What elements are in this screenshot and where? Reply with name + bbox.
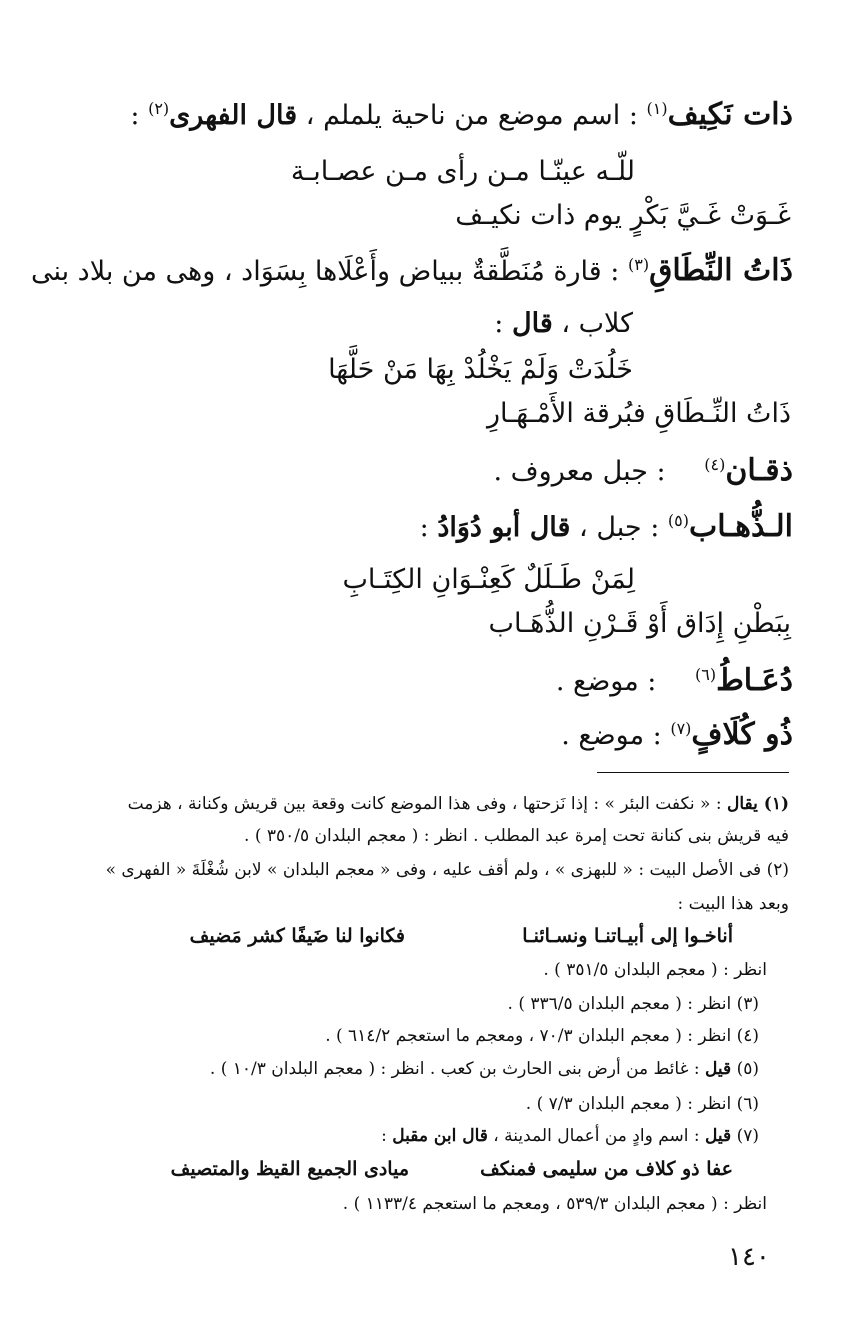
- entry-text: : جبل معروف .: [493, 456, 675, 487]
- entry-headword: الـذُّهـاب: [688, 509, 793, 544]
- entry-dhat-al-nitaq: [30, 253, 793, 288]
- footnote-ref: (٦): [694, 665, 717, 684]
- footnote-1: [128, 796, 789, 813]
- entry-text: : موضع .: [555, 666, 665, 697]
- footnote-6: (٦) انظر : ( معجم البلدان ٧/٣ ) .: [525, 1094, 759, 1114]
- footnote-text: : اسم وادٍ من أعمال المدينة ،: [487, 1126, 706, 1146]
- footnote-1-cont: فيه قريش بنى كنانة تحت إمرة عبد المطلب . انظر : ( معجم البلدان ٣٥٠/٥ ) .: [244, 826, 789, 846]
- entry-headword: ذُو كُلَافٍ: [691, 717, 793, 752]
- footnote-ref: (٧): [670, 719, 692, 738]
- entry-dhu-kilaf: [561, 717, 793, 752]
- entry-text: :: [130, 100, 149, 131]
- footnote-bold: قيل: [705, 1059, 732, 1079]
- footnote-number: (٥): [731, 1059, 759, 1079]
- footnote-text: :: [381, 1126, 393, 1146]
- footnote-4: (٤) انظر : ( معجم البلدان ٧٠/٣ ، ومعجم ما استعجم ٦١٤/٢ ) .: [325, 1026, 759, 1046]
- footnote-bold: قيل: [705, 1126, 732, 1146]
- entry-headword: دُعَـاطُ: [716, 663, 793, 698]
- footnote-5: [210, 1061, 759, 1078]
- entry-headword: ذقـان: [725, 453, 793, 488]
- footnote-3: (٣) انظر : ( معجم البلدان ٣٣٦/٥ ) .: [507, 994, 759, 1014]
- entry-text: : قارة مُنَطَّقةٌ ببياض وأَعْلَاها بِسَوَاد ، وهى من بلاد بنى: [30, 256, 628, 287]
- entry-bold-text: قال أبو دُوَادُ: [437, 512, 571, 543]
- footnote-ref: (٤): [704, 455, 726, 474]
- verse-line: ذَاتُ النِّـطَاقِ فبُرقة الأَمْـهَـارِ: [486, 398, 791, 429]
- footnote-7-source: انظر : ( معجم البلدان ٥٣٩/٣ ، ومعجم ما استعجم ١١٣٣/٤ ) .: [342, 1194, 767, 1214]
- verse-line: لِمَنْ طَـلَلٌ كَعِنْـوَانِ الكِتَـابِ: [342, 564, 635, 595]
- entry-headword: ذات نَكِيف: [667, 97, 793, 132]
- page-number: ١٤٠: [728, 1242, 770, 1272]
- entry-al-dhahab: [419, 509, 793, 544]
- footnote-bold: قال ابن مقبل: [392, 1126, 488, 1146]
- footnote-verse: عفا ذو كلاف من سليمى فمنكف: [480, 1158, 733, 1180]
- entry-headword: ذَاتُ النِّطَاقِ: [649, 253, 793, 288]
- footnote-2-source: انظر : ( معجم البلدان ٣٥١/٥ ) .: [543, 960, 767, 980]
- entry-text: : موضع .: [561, 720, 671, 751]
- entry-text: : اسم موضع من ناحية يلملم ،: [297, 100, 647, 131]
- footnote-ref: (٣): [627, 255, 650, 274]
- footnote-7: [381, 1128, 759, 1145]
- entry-text: كلاب ،: [552, 308, 633, 339]
- footnote-ref: (٢): [148, 99, 170, 118]
- entry-continuation: [494, 310, 633, 337]
- footnote-2: (٢) فى الأصل البيت : « للبهزى » ، ولم أقف عليه ، وفى « معجم البلدان » لابن شُغْلَةَ « الفهرى »: [105, 860, 789, 880]
- verse-line: للّـه عينّـا مـن رأى مـن عصـابـة: [290, 156, 635, 187]
- entry-bold-text: قال: [511, 308, 553, 339]
- footnote-bold: (١) يقال: [726, 794, 789, 814]
- entry-dhat-nakif: [130, 97, 793, 132]
- entry-text: : جبل ،: [570, 512, 668, 543]
- footnote-verse: ميادى الجميع القيظ والمتصيف: [170, 1158, 409, 1180]
- footnote-2-cont: وبعد هذا البيت :: [677, 894, 789, 914]
- footnote-ref: (١): [646, 99, 668, 118]
- verse-line: غَـوَتْ غَـيَّ بَكْرٍ يوم ذات نكيـف: [455, 200, 791, 231]
- footnote-separator: [597, 772, 789, 773]
- entry-bold-text: قال الفهرى: [169, 100, 298, 131]
- footnote-verse: فكانوا لنا ضَيفًا كشر مَضيف: [189, 925, 405, 947]
- entry-text: :: [494, 308, 512, 339]
- footnote-text: : غائط من أرض بنى الحارث بن كعب . انظر : ( معجم البلدان ١٠/٣ ) .: [209, 1059, 706, 1079]
- entry-dhuqan: [493, 453, 793, 488]
- entry-text: :: [419, 512, 438, 543]
- footnote-verse: أناخـوا إلى أبيـاتنـا ونسـائنـا: [522, 925, 733, 947]
- footnote-text: : « نكفت البئر » : إذا نَزحتها ، وفى هذا الموضع كانت وقعة بين قريش وكنانة ، هزمت: [127, 794, 727, 814]
- verse-line: خَلُدَتْ وَلَمْ يَخْلُدْ بِهَا مَنْ حَلَّهَا: [328, 354, 633, 385]
- footnote-number: (٧): [731, 1126, 759, 1146]
- footnote-ref: (٥): [667, 511, 689, 530]
- verse-line: بِبَطْنِ إِدَاق أَوْ قَـرْنِ الذُّهَـاب: [488, 608, 791, 639]
- entry-duat: [555, 663, 793, 698]
